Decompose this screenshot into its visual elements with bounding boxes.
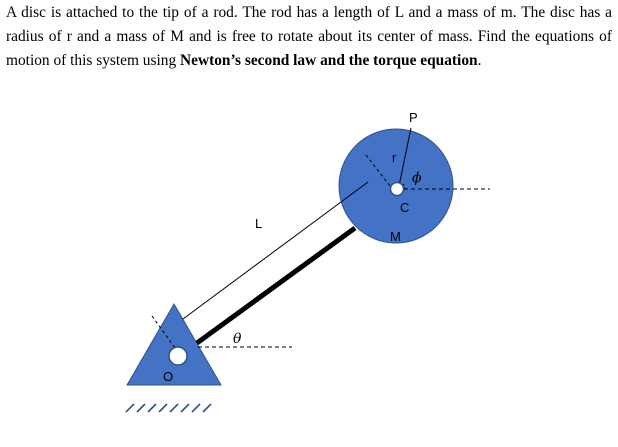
center-pin — [391, 183, 404, 196]
pivot-pin — [169, 347, 187, 365]
problem-end: . — [477, 52, 482, 69]
disc-angle-label: ϕ — [412, 170, 422, 186]
radius-label: r — [392, 150, 397, 165]
length-dimension — [183, 182, 368, 319]
rod-angle-label: θ — [233, 331, 242, 347]
pivot-support — [127, 304, 221, 385]
problem-intro: A disc is attached to the tip of a rod. The rod has a length of L and a mass of m. The disc has a radius of r and a mass of M and is free to rotate about its center of mass. Find the equations of motion of this system using — [6, 4, 612, 69]
pivot-label: O — [163, 369, 174, 384]
rod — [197, 228, 355, 343]
rod-length-label: L — [255, 216, 263, 231]
point-p-label: P — [409, 110, 418, 125]
problem-emphasis: Newton’s second law and the torque equation — [180, 52, 478, 69]
disc-mass-label: M — [390, 229, 401, 244]
center-label: C — [400, 200, 410, 215]
ground-hatch — [126, 404, 211, 412]
